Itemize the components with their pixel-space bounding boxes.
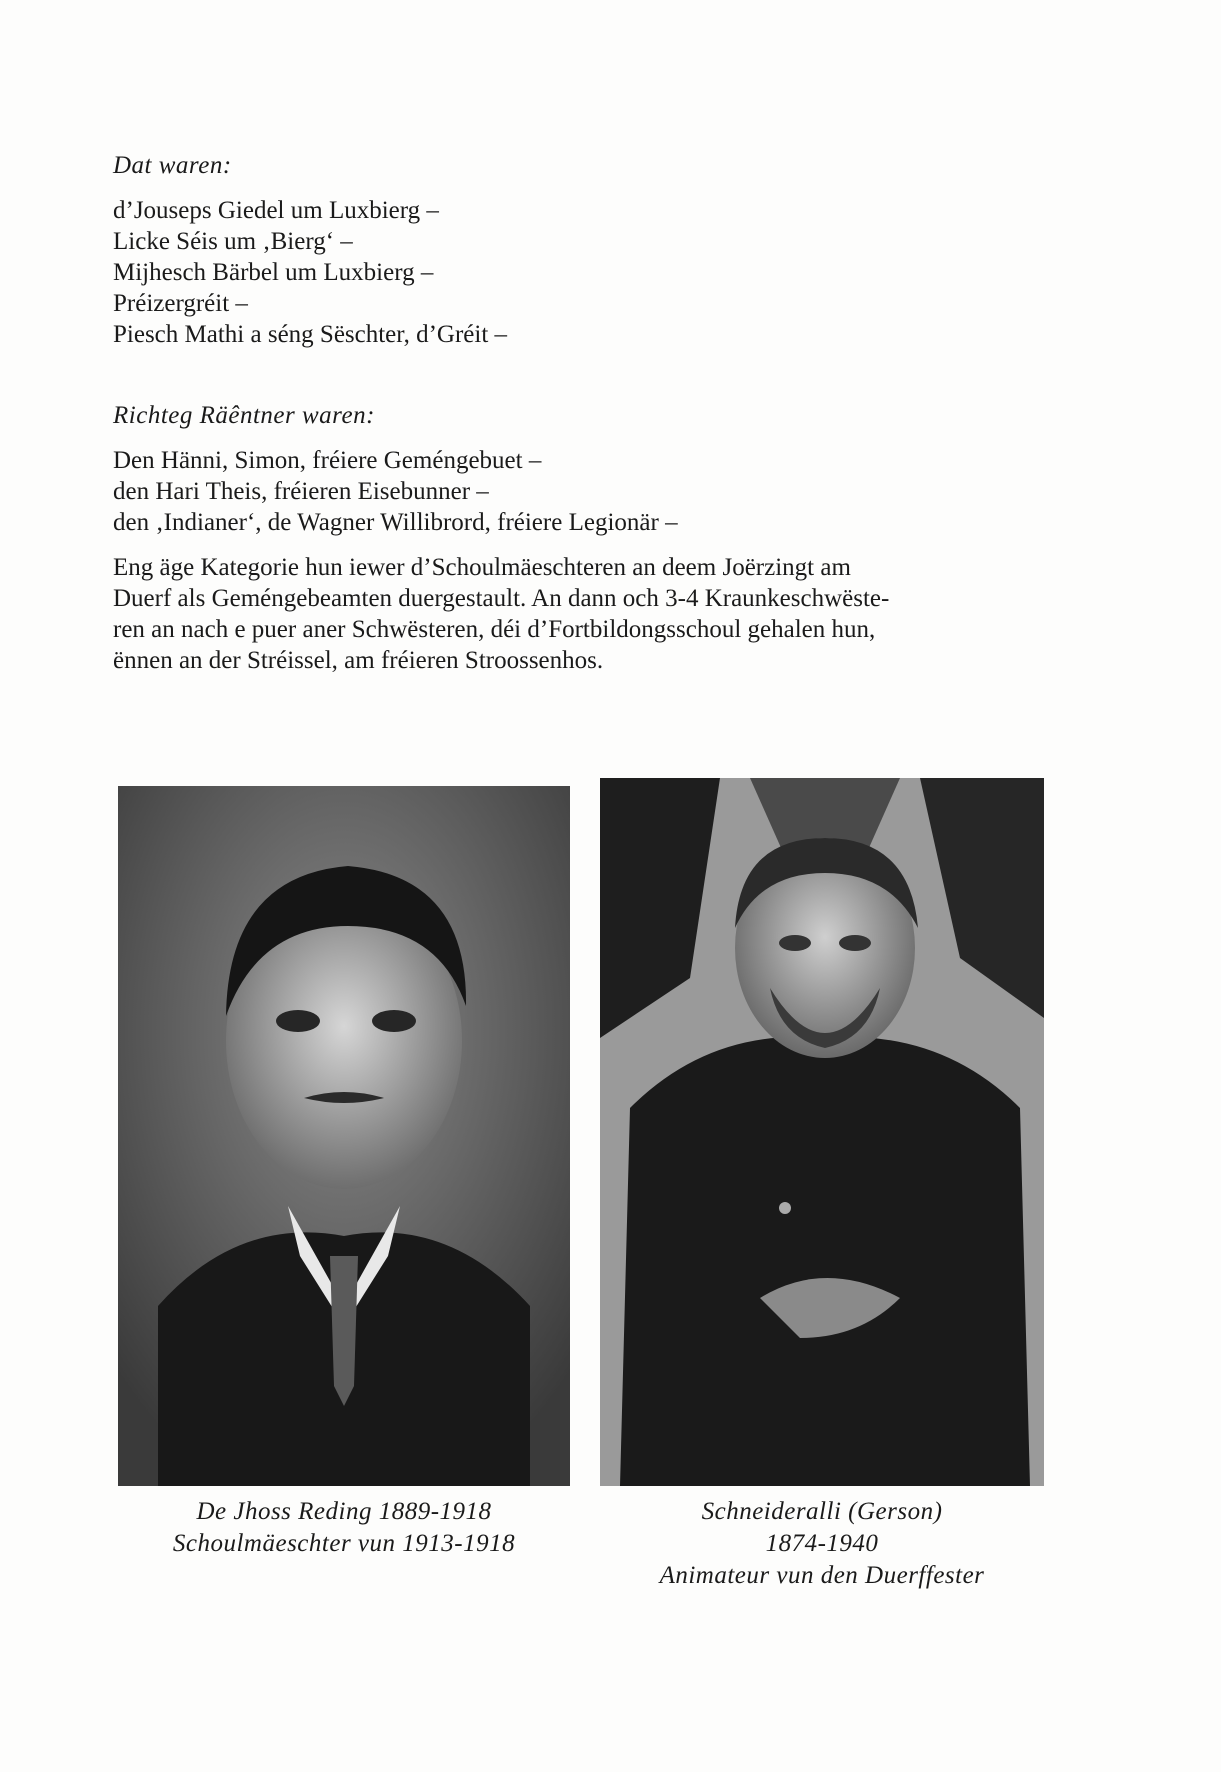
caption-line: De Jhoss Reding 1889-1918	[196, 1498, 492, 1525]
portrait-photo-icon	[118, 786, 570, 1486]
list-item: d’Jouseps Giedel um Luxbierg –	[113, 197, 439, 224]
section-rentner	[113, 400, 1038, 538]
list-item: Mijhesch Bärbel um Luxbierg –	[113, 259, 434, 286]
body-paragraph	[113, 552, 1038, 676]
portrait-photo-reding	[118, 786, 570, 1486]
caption-line: Schoulmäeschter vun 1913-1918	[172, 1530, 516, 1557]
section-dat-waren	[113, 150, 1038, 350]
paragraph-line: Eng äge Kategorie hun iewer d’Schoulmäeschteren an deem Joërzingt am	[113, 554, 851, 581]
paragraph-line: ënnen an der Stréissel, am fréieren Stroossenhos.	[113, 647, 604, 674]
name-list	[113, 445, 1038, 538]
caption-line: Animateur vun den Duerffester	[659, 1562, 985, 1589]
caption-line: Schneideralli (Gerson)	[701, 1498, 943, 1525]
paragraph-line: Duerf als Geméngebeamten duergestault. An dann och 3-4 Kraunkeschwëste-	[113, 585, 890, 612]
photo-caption	[118, 1496, 570, 1560]
list-item: den Hari Theis, fréieren Eisebunner –	[113, 478, 489, 505]
list-item: den ‚Indianer‘, de Wagner Willibrord, fréiere Legionär –	[113, 509, 678, 536]
name-list	[113, 195, 1038, 350]
section-heading: Dat waren:	[113, 152, 232, 179]
photo-caption	[600, 1496, 1044, 1592]
list-item: Piesch Mathi a séng Sëschter, d’Gréit –	[113, 321, 508, 348]
list-item: Préizergréit –	[113, 290, 248, 317]
portrait-photo-schneideralli	[600, 778, 1044, 1486]
paragraph-line: ren an nach e puer aner Schwësteren, déi d’Fortbildongsschoul gehalen hun,	[113, 616, 876, 643]
list-item: Den Hänni, Simon, fréiere Geméngebuet –	[113, 447, 542, 474]
list-item: Licke Séis um ‚Bierg‘ –	[113, 228, 353, 255]
caption-line: 1874-1940	[765, 1530, 879, 1557]
portrait-photo-icon	[600, 778, 1044, 1486]
section-heading: Richteg Räêntner waren:	[113, 402, 375, 429]
